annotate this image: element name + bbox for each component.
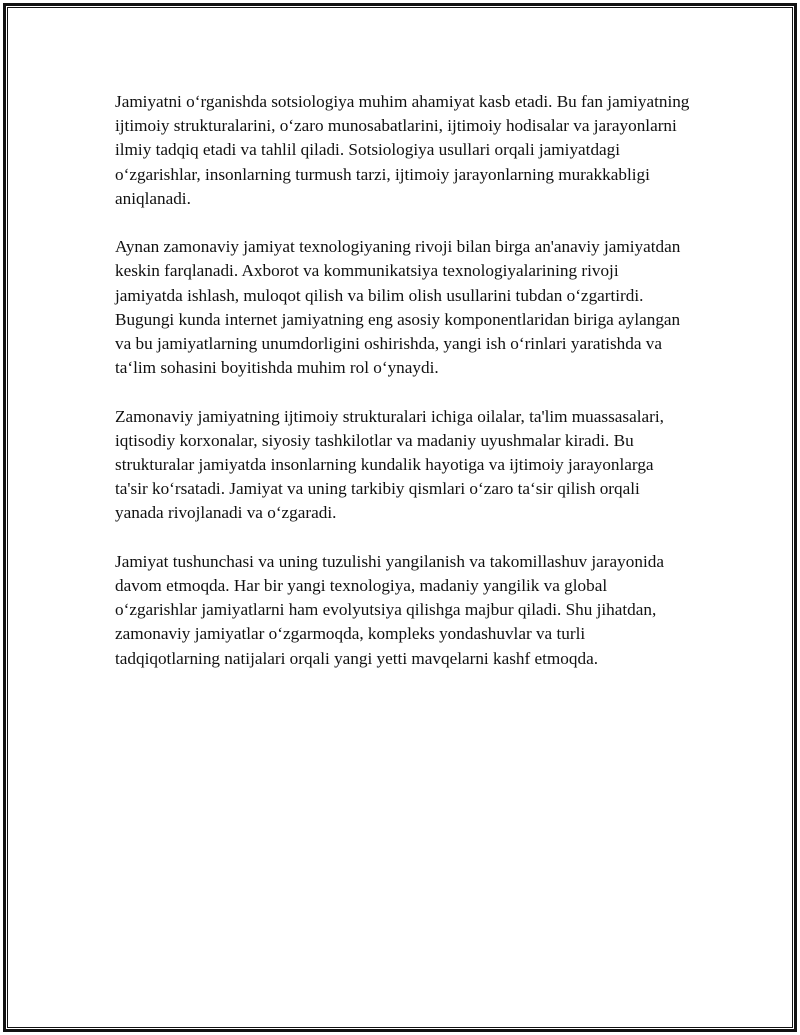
paragraph-4: Jamiyat tushunchasi va uning tuzulishi yangilanish va takomillashuv jarayonida davom etmoqda. Har bir yangi texnologiya, madaniy yangilik va global o‘zgarishlar jamiyatlarni ham evolyutsiya qilishga majbur qiladi. Shu jihatdan, zamonaviy jamiyatlar o‘zgarmoqda, kompleks yondashuvlar va turli tadqiqotlarning natijalari orqali yangi yetti mavqelarni kashf etmoqda. [115,551,664,668]
paragraph-2: Aynan zamonaviy jamiyat texnologiyaning rivoji bilan birga an'anaviy jamiyatdan keskin farqlanadi. Axborot va kommunikatsiya texnologiyalarining rivoji jamiyatda ishlash, muloqot qilish va bilim olish usullarini tubdan o‘zgartirdi. Bugungi kunda internet jamiyatning eng asosiy komponentlaridan biriga aylangan va bu jamiyatlarning unumdorligini oshirishda, yangi ish o‘rinlari yaratishda va ta‘lim sohasini boyitishda muhim rol o‘ynaydi. [115,237,681,378]
document-body [115,90,690,695]
paragraph-1: Jamiyatni o‘rganishda sotsiologiya muhim ahamiyat kasb etadi. Bu fan jamiyatning ijtimoiy strukturalarini, o‘zaro munosabatlarini, ijtimoiy hodisalar va jarayonlarni ilmiy tadqiq etadi va tahlil qiladi. Sotsiologiya usullari orqali jamiyatdagi o‘zgarishlar, insonlarning turmush tarzi, ijtimoiy jarayonlarning murakkabligi aniqlanadi. [115,92,690,208]
paragraph-3: Zamonaviy jamiyatning ijtimoiy strukturalari ichiga oilalar, ta'lim muassasalari, iqtisodiy korxonalar, siyosiy tashkilotlar va madaniy uyushmalar kiradi. Bu strukturalar jamiyatda insonlarning kundalik hayotiga va ijtimoiy jarayonlarga ta'sir ko‘rsatadi. Jamiyat va uning tarkibiy qismlari o‘zaro ta‘sir qilish orqali yanada rivojlanadi va o‘zgaradi. [115,406,664,523]
